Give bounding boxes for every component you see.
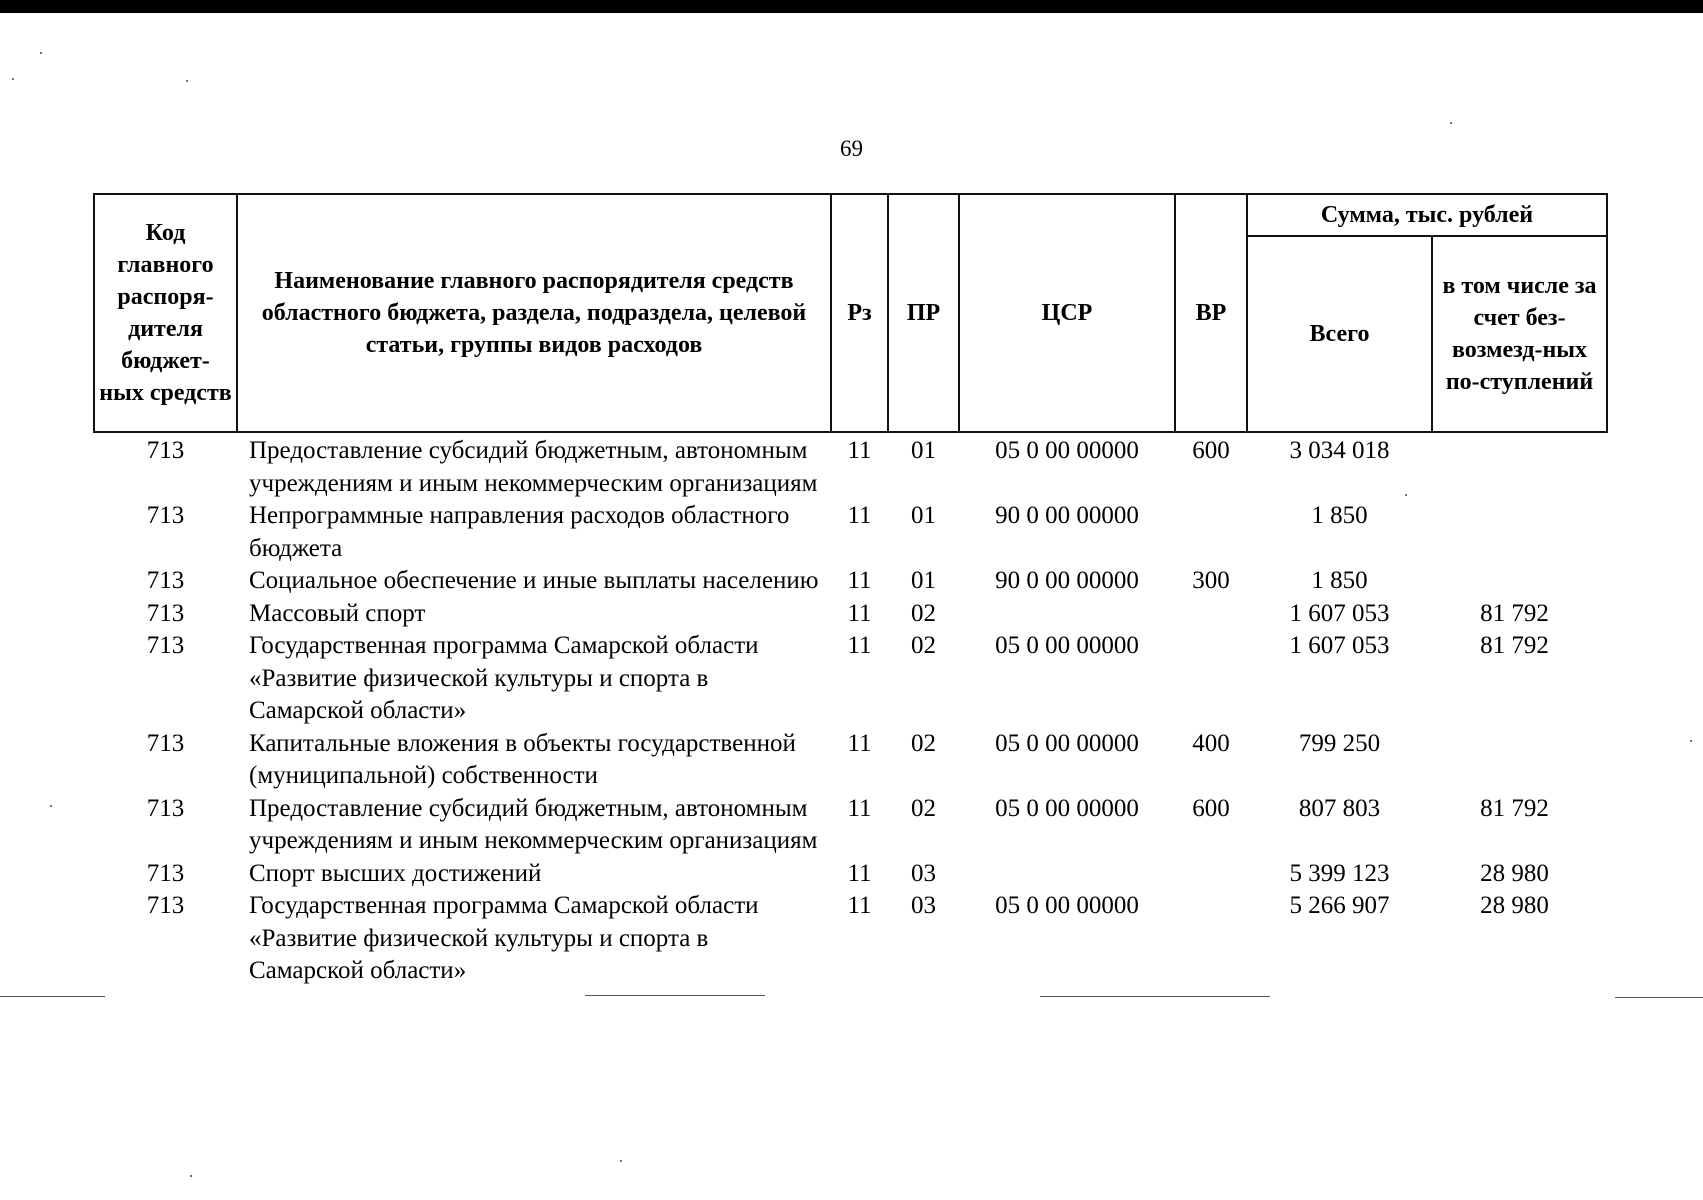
header-total: Всего — [1247, 236, 1432, 432]
cell-csr: 90 0 00 00000 — [995, 567, 1139, 594]
header-pr: ПР — [888, 194, 959, 432]
cell-rz: 11 — [847, 502, 872, 529]
cell-code: 713 — [146, 632, 185, 659]
cell-rz: 11 — [847, 859, 872, 887]
cell-vr — [1175, 500, 1247, 565]
scan-speck — [40, 52, 42, 54]
cell-free: 28 980 — [1480, 892, 1549, 919]
cell-name: Непрограммные направления расходов областного бюджета — [249, 502, 790, 562]
cell-code: 713 — [146, 729, 185, 757]
cell-code: 713 — [146, 599, 185, 627]
header-sum: Сумма, тыс. рублей — [1247, 194, 1607, 236]
scan-artifact-line — [1040, 996, 1270, 997]
header-csr: ЦСР — [959, 194, 1175, 432]
cell-total: 5 266 907 — [1289, 892, 1390, 919]
cell-code: 713 — [146, 859, 185, 887]
cell-pr: 02 — [911, 794, 936, 822]
cell-name: Спорт высших достижений — [249, 859, 542, 887]
cell-name: Социальное обеспечение и иные выплаты населению — [249, 567, 819, 594]
cell-pr: 01 — [911, 437, 936, 464]
cell-free: 81 792 — [1480, 599, 1549, 627]
cell-csr: 90 0 00 00000 — [995, 502, 1139, 529]
cell-csr: 05 0 00 00000 — [995, 437, 1139, 464]
cell-code: 713 — [146, 892, 185, 919]
table-body — [94, 432, 1607, 988]
cell-name: Предоставление субсидий бюджетным, автономным учреждениям и иным некоммерческим организациям — [249, 437, 818, 497]
table-header — [94, 194, 1607, 432]
scan-artifact-line — [585, 995, 765, 996]
scan-speck — [190, 1175, 192, 1177]
header-free: в том числе за счет без-возмезд-ных по-ступлений — [1432, 236, 1607, 432]
scan-artifact-line — [0, 996, 105, 997]
cell-code: 713 — [146, 794, 185, 822]
cell-free — [1432, 500, 1607, 565]
scan-speck — [50, 805, 52, 807]
table-row — [94, 630, 1607, 728]
header-name: Наименование главного распорядителя средств областного бюджета, раздела, подраздела, целевой статьи, группы видов расходов — [237, 194, 831, 432]
header-vr: ВР — [1175, 194, 1247, 432]
table-row — [94, 890, 1607, 988]
scan-top-border — [0, 0, 1703, 13]
cell-rz: 11 — [847, 437, 872, 464]
cell-csr: 05 0 00 00000 — [995, 632, 1139, 659]
scan-speck — [620, 1160, 622, 1162]
table-row — [94, 598, 1607, 631]
cell-code: 713 — [146, 567, 185, 594]
table-row — [94, 500, 1607, 565]
cell-vr — [1175, 630, 1247, 728]
cell-rz: 11 — [847, 567, 872, 594]
cell-vr — [1175, 890, 1247, 988]
cell-name: Капитальные вложения в объекты государственной (муниципальной) собственности — [249, 729, 796, 789]
cell-vr: 600 — [1192, 437, 1230, 464]
table-row — [94, 793, 1607, 858]
scan-speck — [1450, 122, 1452, 124]
cell-pr: 03 — [911, 892, 936, 919]
cell-vr — [1175, 858, 1247, 891]
cell-csr: 05 0 00 00000 — [995, 794, 1139, 822]
cell-free: 81 792 — [1480, 794, 1549, 822]
cell-pr: 02 — [911, 632, 936, 659]
table-row — [94, 858, 1607, 891]
page-number: 69 — [840, 136, 863, 161]
cell-total: 1 607 053 — [1289, 632, 1390, 659]
cell-free: 81 792 — [1480, 632, 1549, 659]
cell-name: Государственная программа Самарской области «Развитие физической культуры и спорта в Самарской области» — [249, 892, 759, 984]
cell-csr — [959, 858, 1175, 891]
cell-rz: 11 — [847, 892, 872, 919]
cell-pr: 02 — [911, 729, 936, 757]
cell-pr: 03 — [911, 859, 936, 887]
cell-code: 713 — [146, 502, 185, 529]
cell-free — [1432, 565, 1607, 598]
cell-pr: 01 — [911, 502, 936, 529]
cell-rz: 11 — [847, 794, 872, 822]
cell-free — [1432, 728, 1607, 793]
cell-csr — [959, 598, 1175, 631]
cell-total: 5 399 123 — [1289, 859, 1390, 887]
scan-speck — [1405, 494, 1407, 496]
cell-total: 1 850 — [1311, 567, 1368, 594]
scan-speck — [186, 80, 188, 82]
table-row — [94, 432, 1607, 500]
cell-rz: 11 — [847, 599, 872, 627]
cell-vr — [1175, 598, 1247, 631]
cell-name: Массовый спорт — [249, 599, 426, 627]
table-row — [94, 565, 1607, 598]
cell-name: Государственная программа Самарской области «Развитие физической культуры и спорта в Самарской области» — [249, 632, 759, 724]
scan-speck — [1690, 740, 1692, 742]
cell-rz: 11 — [847, 729, 872, 757]
cell-vr: 300 — [1192, 567, 1230, 594]
header-code: Код главного распоря-дителя бюджет-ных средств — [94, 194, 237, 432]
cell-csr: 05 0 00 00000 — [995, 892, 1139, 919]
cell-vr: 400 — [1192, 729, 1230, 757]
budget-table — [93, 193, 1608, 988]
cell-free: 28 980 — [1480, 859, 1549, 887]
cell-total: 799 250 — [1298, 729, 1381, 757]
cell-rz: 11 — [847, 632, 872, 659]
cell-csr: 05 0 00 00000 — [995, 729, 1139, 757]
cell-pr: 02 — [911, 599, 936, 627]
cell-total: 3 034 018 — [1289, 437, 1390, 464]
cell-code: 713 — [146, 437, 185, 464]
cell-pr: 01 — [911, 567, 936, 594]
cell-total: 1 850 — [1311, 502, 1368, 529]
cell-name: Предоставление субсидий бюджетным, автономным учреждениям и иным некоммерческим организациям — [249, 794, 818, 854]
table-row — [94, 728, 1607, 793]
scan-speck — [12, 78, 14, 80]
cell-vr: 600 — [1192, 794, 1230, 822]
cell-total: 807 803 — [1298, 794, 1381, 822]
cell-free — [1432, 432, 1607, 500]
header-rz: Рз — [831, 194, 888, 432]
cell-total: 1 607 053 — [1289, 599, 1390, 627]
scan-artifact-line — [1615, 997, 1703, 998]
